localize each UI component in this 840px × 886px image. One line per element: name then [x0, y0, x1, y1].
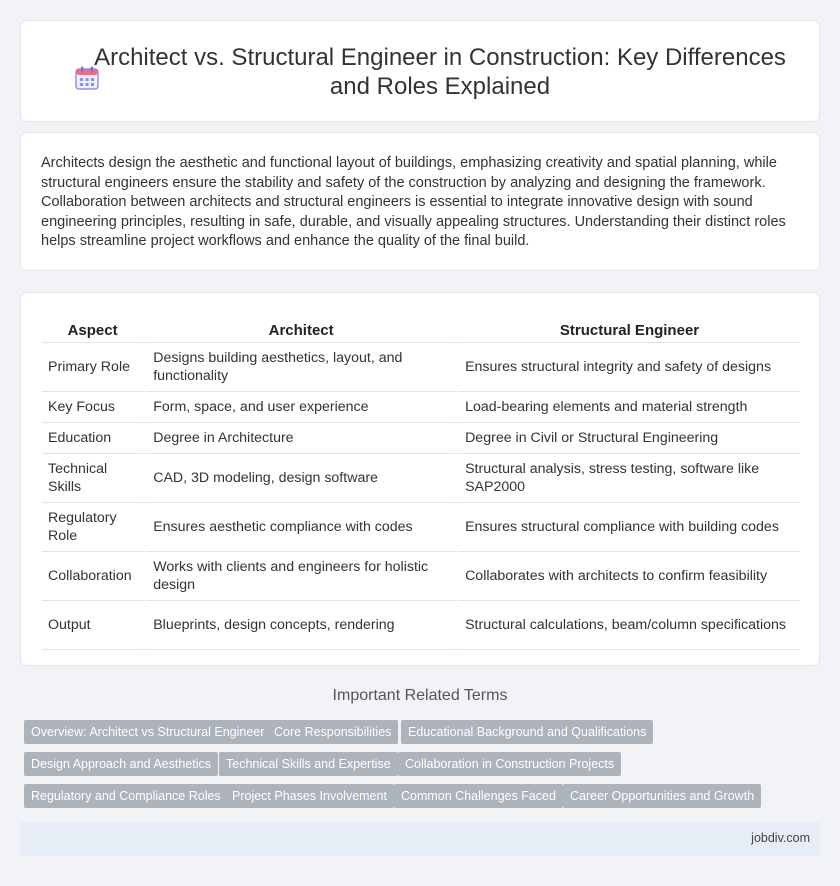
- related-tag[interactable]: Regulatory and Compliance Roles: [24, 784, 228, 808]
- cell-aspect: Primary Role: [42, 343, 143, 392]
- table-row: [42, 423, 800, 454]
- cell-engineer: Collaborates with architects to confirm feasibility: [455, 552, 800, 601]
- table-row: [42, 601, 800, 650]
- related-tag[interactable]: Core Responsibilities: [267, 720, 398, 744]
- cell-architect: Ensures aesthetic compliance with codes: [143, 503, 455, 552]
- cell-engineer: Ensures structural compliance with building codes: [455, 503, 800, 552]
- related-tag[interactable]: Career Opportunities and Growth: [563, 784, 761, 808]
- related-tag[interactable]: Overview: Architect vs Structural Engineer: [24, 720, 271, 744]
- page-title: Architect vs. Structural Engineer in Construction: Key Differences and Roles Explained: [94, 44, 786, 100]
- related-tag[interactable]: Common Challenges Faced: [394, 784, 563, 808]
- table-row: [42, 343, 800, 392]
- cell-engineer: Structural analysis, stress testing, software like SAP2000: [455, 454, 800, 503]
- cell-aspect: Education: [42, 423, 143, 454]
- table-row: [42, 392, 800, 423]
- footer-site-link[interactable]: jobdiv.com: [751, 831, 810, 845]
- header-structural-engineer: Structural Engineer: [455, 311, 800, 343]
- table-row: [42, 503, 800, 552]
- cell-architect: Designs building aesthetics, layout, and functionality: [143, 343, 455, 392]
- title-card: [20, 20, 820, 122]
- cell-aspect: Collaboration: [42, 552, 143, 601]
- header-architect: Architect: [143, 311, 455, 343]
- cell-aspect: Key Focus: [42, 392, 143, 423]
- header-aspect: Aspect: [42, 311, 143, 343]
- related-terms-title: Important Related Terms: [332, 687, 508, 704]
- cell-architect: Form, space, and user experience: [143, 392, 455, 423]
- footer: [20, 822, 820, 856]
- cell-architect: Works with clients and engineers for holistic design: [143, 552, 455, 601]
- related-tag[interactable]: Collaboration in Construction Projects: [398, 752, 621, 776]
- table-header-row: [42, 311, 800, 343]
- cell-aspect: Regulatory Role: [42, 503, 143, 552]
- comparison-table: [42, 311, 800, 650]
- cell-aspect: Technical Skills: [42, 454, 143, 503]
- comparison-table-card: [20, 292, 820, 666]
- related-tag[interactable]: Design Approach and Aesthetics: [24, 752, 218, 776]
- table-row: [42, 552, 800, 601]
- cell-aspect: Output: [42, 601, 143, 650]
- cell-architect: Degree in Architecture: [143, 423, 455, 454]
- cell-architect: Blueprints, design concepts, rendering: [143, 601, 455, 650]
- intro-card: [20, 132, 820, 271]
- cell-engineer: Structural calculations, beam/column specifications: [455, 601, 800, 650]
- related-tag[interactable]: Technical Skills and Expertise: [219, 752, 398, 776]
- cell-architect: CAD, 3D modeling, design software: [143, 454, 455, 503]
- table-row: [42, 454, 800, 503]
- cell-engineer: Degree in Civil or Structural Engineering: [455, 423, 800, 454]
- intro-paragraph: Architects design the aesthetic and functional layout of buildings, emphasizing creativity and spatial planning, while structural engineers ensure the stability and safety of the construction by analyzing and designing the framework. Collaboration between architects and structural engineers is essential to integrate innovative design with sound engineering principles, resulting in safe, durable, and visually appealing structures. Understanding their distinct roles helps streamline project workflows and enhance the quality of the final build.: [41, 155, 786, 250]
- cell-engineer: Ensures structural integrity and safety of designs: [455, 343, 800, 392]
- related-tag[interactable]: Project Phases Involvement: [225, 784, 394, 808]
- related-tag[interactable]: Educational Background and Qualifications: [401, 720, 653, 744]
- cell-engineer: Load-bearing elements and material strength: [455, 392, 800, 423]
